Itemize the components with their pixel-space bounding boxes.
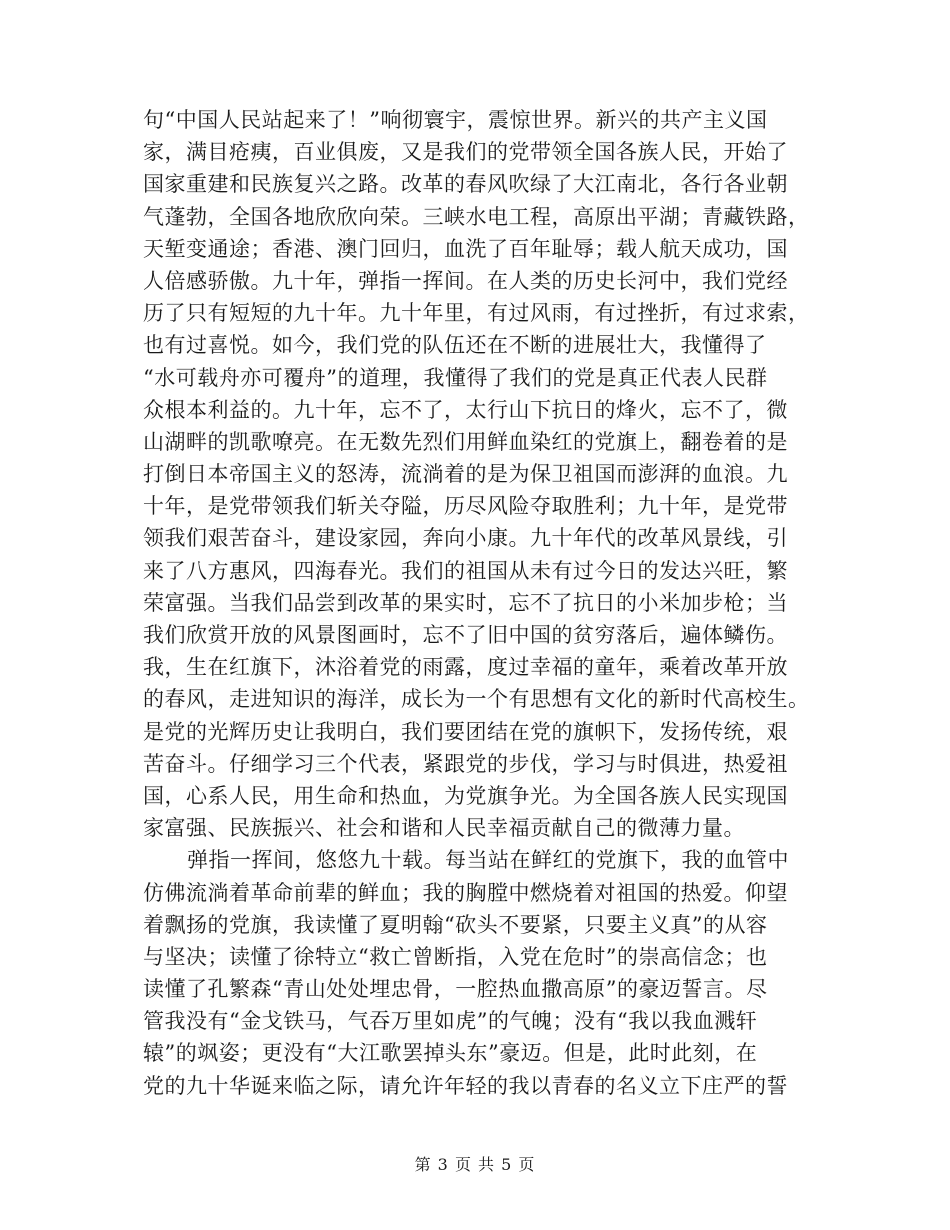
text-line: 苦奋斗。仔细学习三个代表，紧跟党的步伐，学习与时俱进，热爱祖 [143,751,788,776]
text-line: 我，生在红旗下，沐浴着党的雨露，度过幸福的童年，乘着改革开放 [143,655,788,680]
text-line: 我们欣赏开放的风景图画时，忘不了旧中国的贫穷落后，遍体鳞伤。 [143,623,788,647]
text-line: 句“中国人民站起来了！”响彻寰宇，震惊世界。新兴的共产主义国 [143,108,768,132]
text-line: 荣富强。当我们品尝到改革的果实时，忘不了抗日的小米加步枪；当 [143,590,788,615]
text-line: 是党的光辉历史让我明白，我们要团结在党的旗帜下，发扬传统，艰 [143,719,788,744]
text-line: 众根本利益的。九十年，忘不了，太行山下抗日的烽火，忘不了，微 [143,397,788,422]
text-line: 与坚决；读懂了徐特立“救亡曾断指，入党在危时”的崇高信念；也 [143,944,768,969]
page-number-footer: 第 3 页 共 5 页 [414,1155,536,1174]
text-line: 管我没有“金戈铁马，气吞万里如虎”的气魄；没有“我以我血溅轩 [143,1009,758,1034]
text-line: 山湖畔的凯歌嘹亮。在无数先烈们用鲜血染红的党旗上，翻卷着的是 [143,429,788,454]
text-line: 也有过喜悦。如今，我们党的队伍还在不断的进展壮大，我懂得了 [143,333,767,358]
text-line: 仿佛流淌着革命前辈的鲜血；我的胸膛中燃烧着对祖国的热爱。仰望 [143,880,788,905]
text-line: 国家重建和民族复兴之路。改革的春风吹绿了大江南北，各行各业朝 [143,172,788,197]
text-line: 读懂了孔繁森“青山处处埋忠骨，一腔热血撒高原”的豪迈誓言。尽 [143,977,768,1002]
text-line: 领我们艰苦奋斗，建设家园，奔向小康。九十年代的改革风景线，引 [143,526,788,551]
text-line: 国，心系人民，用生命和热血，为党旗争光。为全国各族人民实现国 [143,783,788,808]
text-line: 弹指一挥间，悠悠九十载。每当站在鲜红的党旗下，我的血管中 [187,848,789,873]
text-line: 天堑变通途；香港、澳门回归，血洗了百年耻辱；载人航天成功，国 [143,236,788,261]
text-line: 历了只有短短的九十年。九十年里，有过风雨，有过挫折，有过求索， [143,301,810,326]
text-line: 着飘扬的党旗，我读懂了夏明翰“砍头不要紧，只要主义真”的从容 [143,912,768,937]
text-line: 的春风，走进知识的海洋，成长为一个有思想有文化的新时代高校生。 [143,687,810,712]
text-line: “水可载舟亦可覆舟”的道理，我懂得了我们的党是真正代表人民群 [143,365,768,390]
text-line: 气蓬勃，全国各地欣欣向荣。三峡水电工程，高原出平湖；青藏铁路， [143,204,810,229]
body-text [143,104,823,1102]
text-line: 十年，是党带领我们斩关夺隘，历尽风险夺取胜利；九十年，是党带 [143,494,788,519]
text-line: 党的九十华诞来临之际，请允许年轻的我以青春的名义立下庄严的誓 [143,1073,788,1098]
text-line: 辕”的飒姿；更没有“大江歌罢掉头东”豪迈。但是，此时此刻，在 [143,1041,758,1066]
text-line: 家富强、民族振兴、社会和谐和人民幸福贡献自己的微薄力量。 [143,816,745,841]
text-line: 人倍感骄傲。九十年，弹指一挥间。在人类的历史长河中，我们党经 [143,268,788,293]
text-line: 打倒日本帝国主义的怒涛，流淌着的是为保卫祖国而澎湃的血浪。九 [143,462,788,487]
text-line: 来了八方惠风，四海春光。我们的祖国从未有过今日的发达兴旺，繁 [143,558,788,583]
text-line: 家，满目疮痍，百业俱废，又是我们的党带领全国各族人民，开始了 [143,140,788,165]
